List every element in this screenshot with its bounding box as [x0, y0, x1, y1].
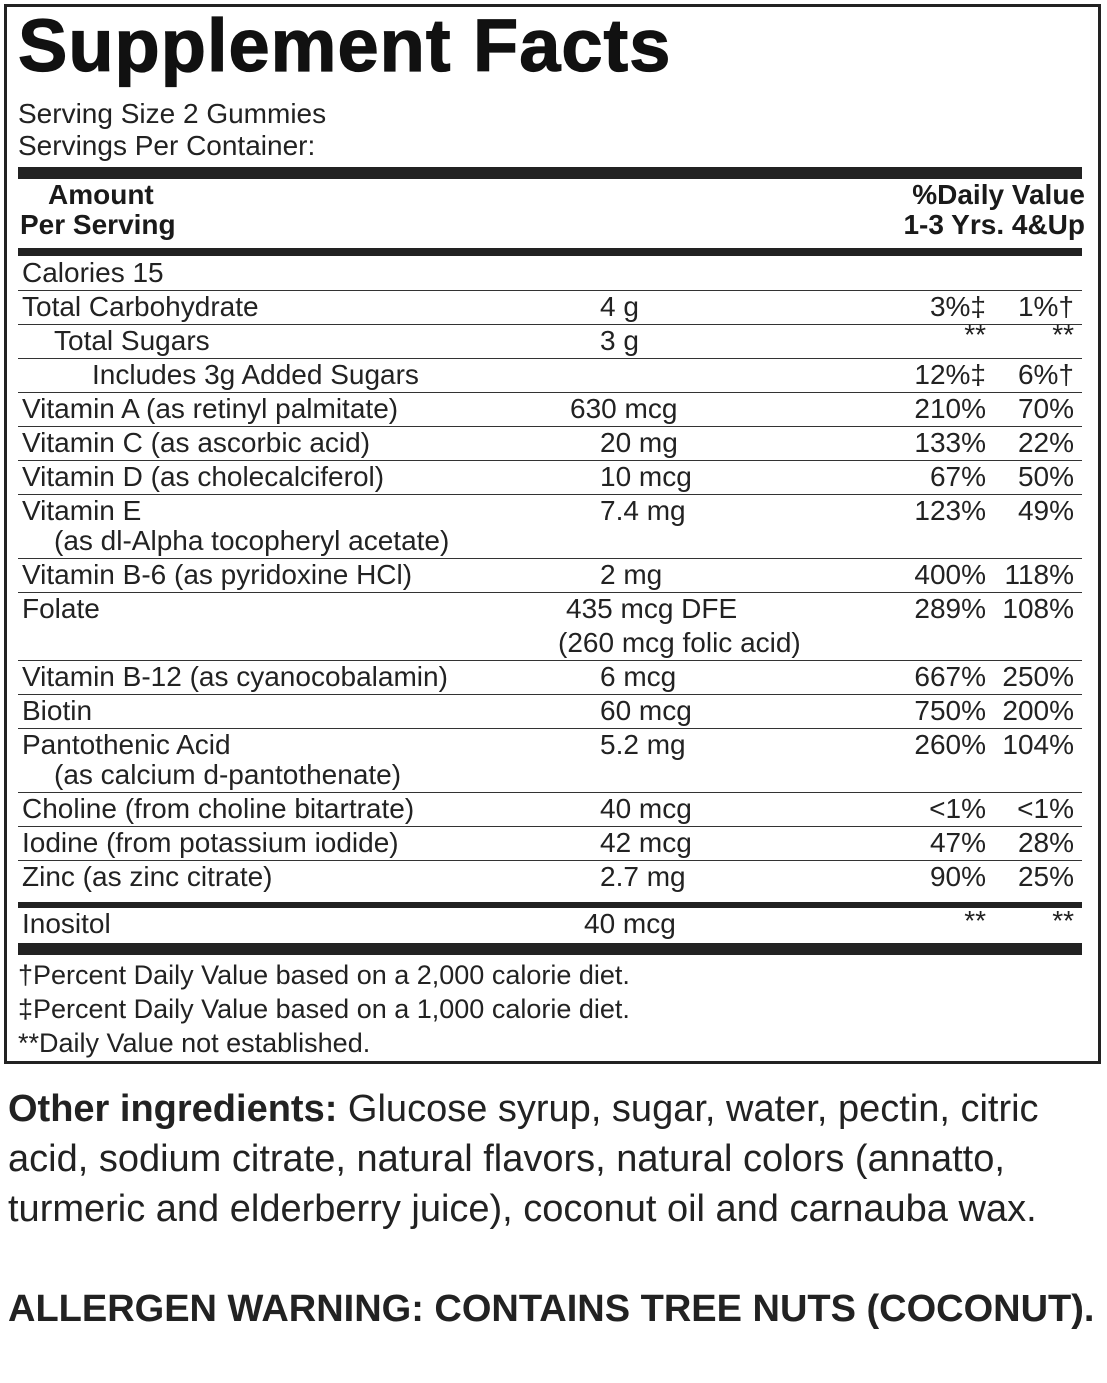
nutrient-dv-1-3yrs: 90% [929, 861, 986, 892]
thick-rule-bottom [18, 943, 1082, 955]
nutrient-name: Total Sugars [54, 325, 210, 356]
nutrient-dv-4up: 50% [1017, 461, 1074, 492]
footnote-2000: †Percent Daily Value based on a 2,000 calorie diet. [18, 960, 630, 990]
inositol-name: Inositol [22, 908, 111, 939]
nutrient-amount: 7.4 mg [600, 495, 686, 526]
other-ingredients-label: Other ingredients: [8, 1088, 338, 1130]
nutrient-amount: 630 mcg [570, 393, 678, 424]
nutrient-dv-1-3yrs: 260% [914, 729, 986, 760]
nutrient-name: Pantothenic Acid [22, 729, 231, 760]
nutrient-name: Total Carbohydrate [22, 291, 259, 322]
amount-header-line2: Per Serving [20, 209, 176, 240]
calories-row: Calories 15 [22, 257, 164, 288]
nutrient-amount: 2.7 mg [600, 861, 686, 892]
dv-header-line1: %Daily Value [912, 179, 1085, 210]
nutrient-name: Folate [22, 593, 100, 624]
amount-per-serving-header [20, 180, 176, 240]
inositol-amount: 40 mcg [584, 908, 676, 939]
nutrient-amount: 435 mcg DFE [566, 593, 738, 624]
inositol-dv2: ** [1052, 905, 1074, 936]
nutrient-dv-1-3yrs: 210% [914, 393, 986, 424]
nutrient-dv-4up: <1% [1017, 793, 1074, 824]
nutrient-name: Choline (from choline bitartrate) [22, 793, 415, 824]
inositol-dv1: ** [964, 905, 986, 936]
nutrient-name: Zinc (as zinc citrate) [22, 861, 273, 892]
nutrient-name: Vitamin C (as ascorbic acid) [22, 427, 371, 458]
nutrient-amount: 40 mcg [600, 793, 692, 824]
nutrient-dv-1-3yrs: 667% [914, 661, 986, 692]
nutrient-amount: 5.2 mg [600, 729, 686, 760]
nutrient-amount: 2 mg [600, 559, 663, 590]
nutrient-name: Vitamin E [22, 495, 142, 526]
nutrient-dv-4up: 22% [1017, 427, 1074, 458]
nutrient-dv-1-3yrs: 47% [929, 827, 986, 858]
nutrient-amount: 3 g [600, 325, 639, 356]
nutrient-dv-4up: 118% [1004, 559, 1074, 590]
nutrient-dv-4up: 250% [1002, 661, 1074, 692]
amount-header-line1: Amount [48, 179, 154, 210]
nutrient-source: (as dl-Alpha tocopheryl acetate) [54, 525, 450, 556]
servings-per-container: Servings Per Container: [18, 130, 316, 161]
nutrient-dv-1-3yrs: 3%‡ [929, 291, 986, 322]
allergen-warning: ALLERGEN WARNING: CONTAINS TREE NUTS (COCONUT). [8, 1288, 1095, 1330]
nutrient-dv-4up: 6%† [1017, 359, 1074, 390]
nutrient-name: Includes 3g Added Sugars [92, 359, 419, 390]
nutrient-dv-1-3yrs: ** [964, 319, 986, 350]
panel-title: Supplement Facts [18, 4, 672, 87]
nutrient-amount: 60 mcg [600, 695, 692, 726]
nutrient-dv-1-3yrs: 12%‡ [914, 359, 986, 390]
nutrient-dv-1-3yrs: 750% [914, 695, 986, 726]
nutrient-dv-4up: 104% [1002, 729, 1074, 760]
nutrient-dv-4up: 108% [1002, 593, 1074, 624]
nutrient-amount: 20 mg [600, 427, 678, 458]
nutrient-dv-4up: ** [1052, 319, 1074, 350]
nutrient-amount: 4 g [600, 291, 639, 322]
nutrient-dv-1-3yrs: 123% [914, 495, 986, 526]
footnote-not-established: **Daily Value not established. [18, 1028, 371, 1058]
nutrient-name: Vitamin B-12 (as cyanocobalamin) [22, 661, 448, 692]
nutrient-source: (as calcium d-pantothenate) [54, 759, 402, 790]
nutrient-dv-4up: 28% [1017, 827, 1074, 858]
nutrient-dv-1-3yrs: 133% [914, 427, 986, 458]
nutrient-dv-4up: 70% [1017, 393, 1074, 424]
nutrient-dv-1-3yrs: 289% [914, 593, 986, 624]
serving-size: Serving Size 2 Gummies [18, 98, 327, 129]
nutrient-amount: 42 mcg [600, 827, 692, 858]
nutrient-name: Iodine (from potassium iodide) [22, 827, 399, 858]
nutrient-dv-4up: 49% [1017, 495, 1074, 526]
nutrient-amount-detail: (260 mcg folic acid) [558, 627, 801, 658]
nutrient-name: Vitamin D (as cholecalciferol) [22, 461, 385, 492]
nutrient-name: Biotin [22, 695, 93, 726]
dv-header-line2: 1-3 Yrs. 4&Up [903, 209, 1085, 240]
medium-rule [18, 248, 1082, 256]
footnote-1000: ‡Percent Daily Value based on a 1,000 calorie diet. [18, 994, 630, 1024]
nutrient-amount: 10 mcg [600, 461, 692, 492]
nutrient-name: Vitamin A (as retinyl palmitate) [22, 393, 399, 424]
other-ingredients-text: Glucose syrup, sugar, water, pectin, citric acid, sodium citrate, natural flavors, natural colors (annatto, turmeric and elderberry juice), coconut oil and carnauba wax. [8, 1088, 1039, 1230]
nutrient-dv-4up: 200% [1002, 695, 1074, 726]
nutrient-dv-1-3yrs: 67% [929, 461, 986, 492]
nutrient-amount: 6 mcg [600, 661, 677, 692]
nutrient-dv-1-3yrs: <1% [929, 793, 986, 824]
nutrient-dv-1-3yrs: 400% [914, 559, 986, 590]
other-ingredients [8, 1084, 1098, 1234]
nutrient-dv-4up: 25% [1017, 861, 1074, 892]
nutrient-name: Vitamin B-6 (as pyridoxine HCl) [22, 559, 413, 590]
daily-value-header [903, 180, 1085, 240]
nutrient-dv-4up: 1%† [1017, 291, 1074, 322]
thick-rule-top [18, 167, 1082, 179]
